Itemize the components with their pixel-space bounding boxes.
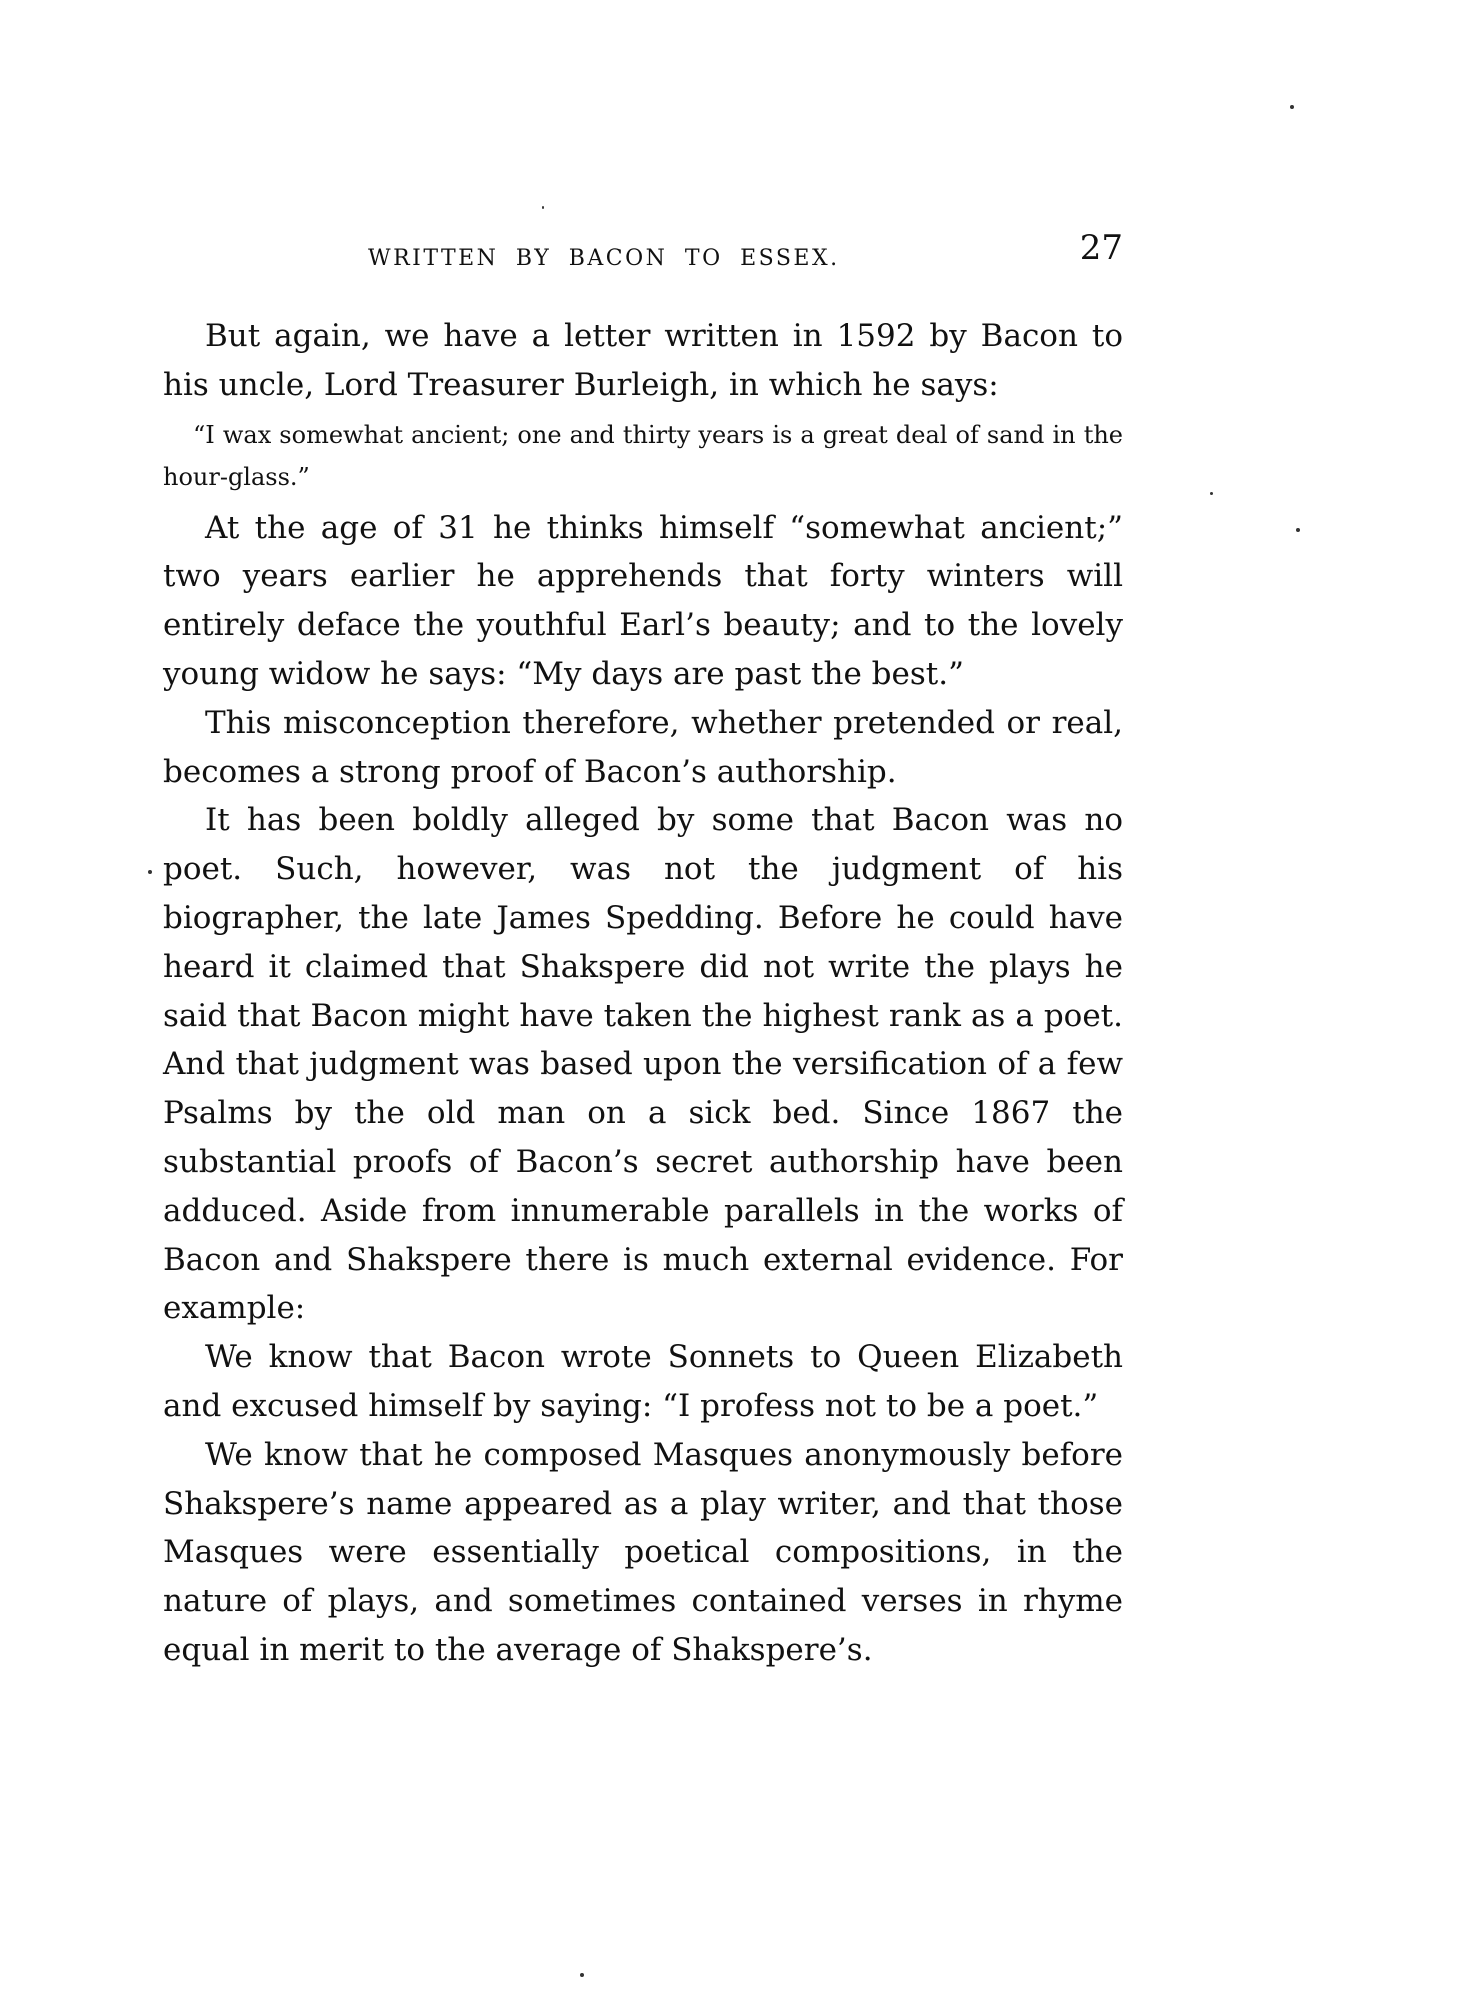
body-text: [163, 312, 1123, 1675]
running-head: WRITTEN BY BACON TO ESSEX.: [368, 246, 840, 271]
paragraph-masques: We know that he composed Masques anonymously before Shakspere’s name appeared as a play writer, and that those Masques were essentially poetical compositions, in the nature of plays, and sometimes contained verses in rhyme equal in merit to the average of Shakspere’s.: [163, 1436, 1123, 1668]
scan-speck: [542, 206, 544, 209]
page-number: 27: [1079, 228, 1123, 268]
scan-speck: [1210, 492, 1213, 495]
scan-speck: [148, 870, 152, 874]
scan-speck: [1296, 528, 1300, 532]
paragraph-poet: It has been boldly alleged by some that Bacon was no poet. Such, however, was not the judgment of his biographer, the late James Spedding. Before he could have heard it claimed that Shakspere did not write the plays he said that Bacon might have taken the highest rank as a poet. And that judgment was based upon the versification of a few Psalms by the old man on a sick bed. Since 1867 the substantial proofs of Bacon’s secret authorship have been adduced. Aside from innumerable parallels in the works of Bacon and Shakspere there is much external evidence. For example:: [163, 802, 1123, 1327]
scan-speck: [580, 1973, 584, 1977]
paragraph-age: At the age of 31 he thinks himself “somewhat ancient;” two years earlier he apprehends that forty winters will entirely deface the youthful Earl’s beauty; and to the lovely young widow he says: “My days are past the best.”: [163, 509, 1123, 692]
scan-speck: [1290, 105, 1294, 109]
block-quote: “I wax somewhat ancient; one and thirty years is a great deal of sand in the hour-glass.”: [163, 420, 1123, 491]
paragraph-misconception: This misconception therefore, whether pretended or real, becomes a strong proof of Bacon’s authorship.: [163, 704, 1123, 790]
paragraph-sonnets: We know that Bacon wrote Sonnets to Queen Elizabeth and excused himself by saying: “I profess not to be a poet.”: [163, 1339, 1123, 1424]
paragraph-letter-intro: But again, we have a letter written in 1592 by Bacon to his uncle, Lord Treasurer Burleigh, in which he says:: [163, 318, 1123, 403]
page-header: [163, 228, 1123, 276]
